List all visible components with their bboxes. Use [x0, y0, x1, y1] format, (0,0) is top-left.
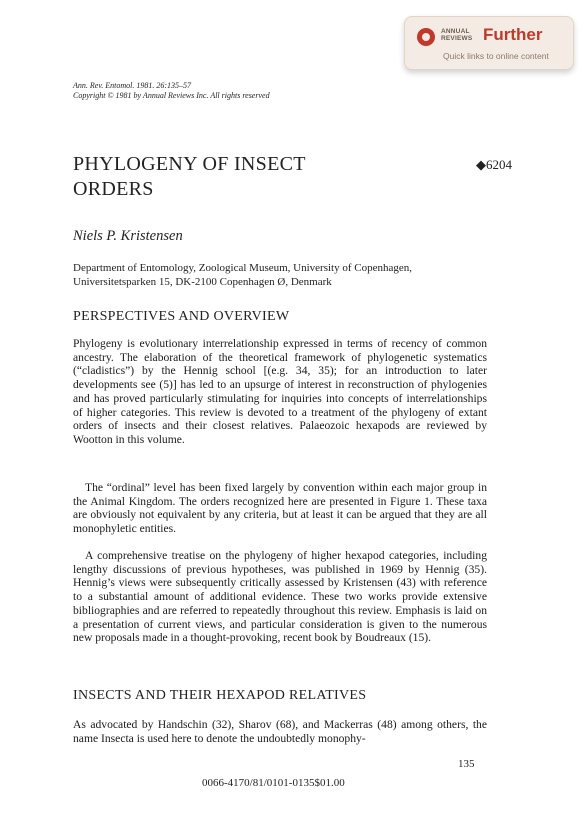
affiliation-line-2: Universitetsparken 15, DK-2100 Copenhagen Ø, Denmark [73, 276, 332, 288]
paragraph-3: A comprehensive treatise on the phylogeny of higher hexapod categories, including lengthy discussions of previous hypotheses, was published in 1969 by Hennig (35). Hennig’s views were subsequently critically assessed by Kristensen (43) with reference to a substantial amount of additional evidence. These two works provide extensive bibliographies and are referred to repeatedly throughout this review. Emphasis is laid on a presentation of current views, and particular consideration is given to the numerous new proposals made in a thought-provoking, recent book by Boudreaux (15). [73, 549, 487, 645]
title-line-2: ORDERS [73, 178, 154, 200]
affiliation-line-1: Department of Entomology, Zoological Museum, University of Copenhagen, [73, 262, 412, 274]
author-name: Niels P. Kristensen [73, 228, 183, 244]
badge-subtitle: Quick links to online content [443, 51, 549, 61]
badge-annual-reviews [441, 28, 472, 42]
paragraph-2: The “ordinal” level has been fixed largely by convention within each major group in the Animal Kingdom. The orders recognized here are presented in Figure 1. These taxa are obviously not equivalent by any criteria, but at least it can be argued that they are all monophyletic entities. [73, 481, 487, 536]
section-heading-perspectives: PERSPECTIVES AND OVERVIEW [73, 309, 290, 324]
badge-annual-label: ANNUAL [441, 28, 470, 35]
page-number: 135 [458, 758, 475, 770]
paragraph-1: Phylogeny is evolutionary interrelationship expressed in terms of recency of common ancestry. The elaboration of the theoretical framework of phylogenetic systematics (“cladistics”) by the Hennig school [(e.g. 34, 35); for an introduction to later developments see (5)] has led to an upsurge of interest in reconstruction of phylogenies and has proved particularly stimulating for inquiries into concepts of interrelationships of higher categories. This review is devoted to a treatment of the phylogeny of extant orders of insects and their closest relatives. Palaeozoic hexapods are reviewed by Wootton in this volume. [73, 337, 487, 446]
journal-citation: Ann. Rev. Entomol. 1981. 26:135–57 [73, 81, 192, 90]
further-badge[interactable] [404, 16, 574, 70]
footer-code: 0066-4170/81/0101-0135$01.00 [202, 777, 345, 789]
paragraph-4: As advocated by Handschin (32), Sharov (68), and Mackerras (48) among others, the name Insecta is used here to denote the undoubtedly monophy- [73, 718, 487, 745]
annual-reviews-logo-icon [417, 28, 435, 46]
section-heading-hexapod-relatives: INSECTS AND THEIR HEXAPOD RELATIVES [73, 688, 367, 703]
affiliation [73, 261, 493, 289]
copyright-line: Copyright © 1981 by Annual Reviews Inc. All rights reserved [73, 91, 270, 100]
article-title [73, 152, 373, 202]
badge-reviews-label: REVIEWS [441, 35, 473, 42]
journal-header [73, 81, 270, 101]
article-code: ◆6204 [476, 157, 512, 172]
title-line-1: PHYLOGENY OF INSECT [73, 153, 306, 175]
badge-further-label: Further [483, 25, 543, 44]
